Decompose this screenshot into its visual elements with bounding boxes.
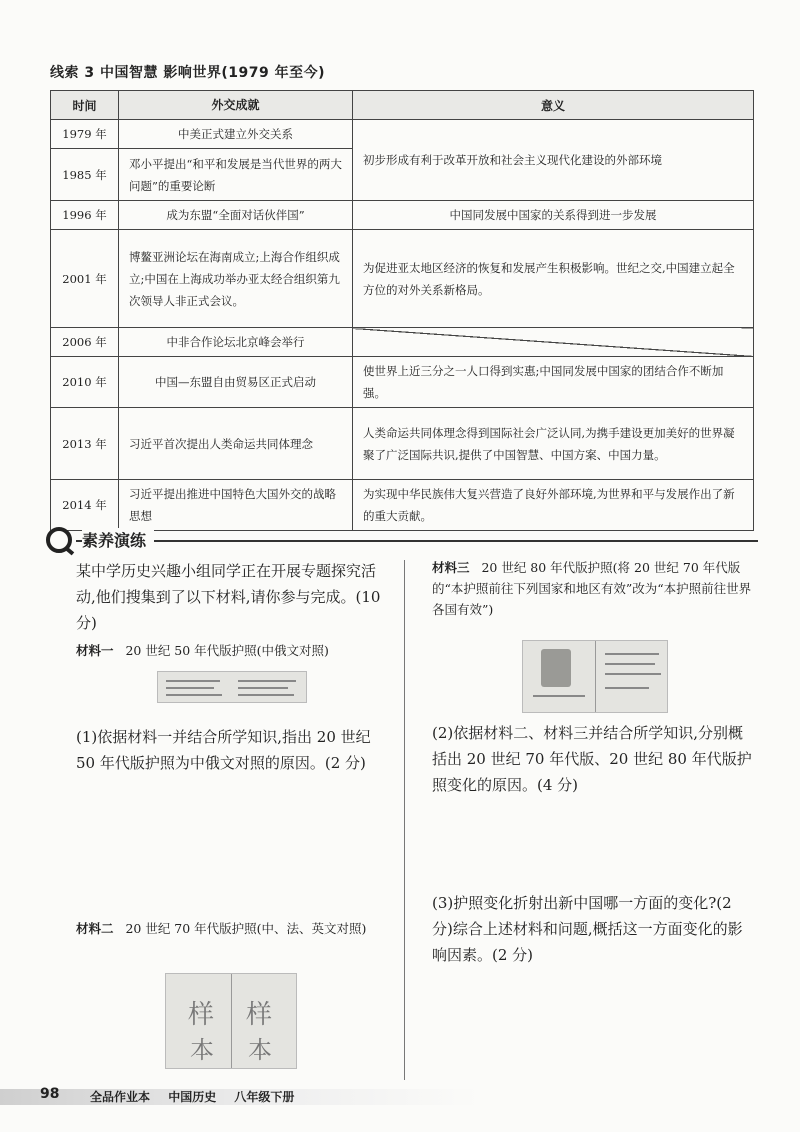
table-row	[51, 230, 754, 328]
empty-diagonal-cell	[353, 328, 754, 357]
diplomacy-table	[50, 90, 754, 531]
portrait-photo	[541, 649, 571, 687]
row-year: 1979 年	[51, 120, 119, 149]
page-footer	[0, 1085, 800, 1107]
row-year: 2013 年	[51, 408, 119, 480]
clue-title: 线索 3 中国智慧 影响世界(1979 年至今)	[50, 65, 325, 81]
table-header-row	[51, 91, 754, 120]
row-achievement: 习近平首次提出人类命运共同体理念	[119, 408, 353, 480]
row-achievement: 成为东盟“全面对话伙伴国”	[119, 201, 353, 230]
row-achievement: 邓小平提出“和平和发展是当代世界的两大问题”的重要论断	[119, 149, 353, 201]
table-row	[51, 201, 754, 230]
material2-caption: 20 世纪 70 年代版护照(中、法、英文对照)	[125, 921, 367, 936]
footer-book: 全品作业本	[90, 1090, 151, 1104]
row-year: 1985 年	[51, 149, 119, 201]
section-title: 素养演练	[82, 528, 154, 551]
table-row	[51, 328, 754, 357]
row-achievement: 习近平提出推进中国特色大国外交的战略思想	[119, 480, 353, 531]
question-1: (1)依据材料一并结合所学知识,指出 20 世纪 50 年代版护照为中俄文对照的原因。(2 分)	[76, 728, 371, 772]
header-achievement: 外交成就	[119, 91, 353, 120]
row-significance: 中国同发展中国家的关系得到进一步发展	[353, 201, 754, 230]
row-significance: 人类命运共同体理念得到国际社会广泛认同,为携手建设更加美好的世界凝聚了广泛国际共识,提供了中国智慧、中国方案、中国力量。	[353, 408, 754, 480]
row-significance: 为促进亚太地区经济的恢复和发展产生积极影响。世纪之交,中国建立起全方位的对外关系新格局。	[353, 230, 754, 328]
passport-1980s-image	[522, 640, 668, 713]
footer-subject: 中国历史	[168, 1090, 217, 1104]
table-row	[51, 120, 754, 149]
material1-label: 材料一	[76, 643, 114, 658]
row-year: 2001 年	[51, 230, 119, 328]
page-number: 98	[40, 1086, 60, 1102]
footer-book-info	[90, 1088, 308, 1105]
material1-caption: 20 世纪 50 年代版护照(中俄文对照)	[125, 643, 329, 658]
column-divider	[404, 560, 405, 1080]
row-significance: 为实现中华民族伟大复兴营造了良好外部环境,为世界和平与发展作出了新的重大贡献。	[353, 480, 754, 531]
intro-text: 某中学历史兴趣小组同学正在开展专题探究活动,他们搜集到了以下材料,请你参与完成。(10 分)	[76, 562, 381, 632]
table-row	[51, 480, 754, 531]
table-row	[51, 357, 754, 408]
table-row	[51, 408, 754, 480]
passport-1970s-image	[165, 973, 297, 1069]
material3-caption: 20 世纪 80 年代版护照(将 20 世纪 70 年代版的“本护照前往下列国家和地区有效”改为“本护照前往世界各国有效”)	[432, 560, 752, 617]
row-achievement: 中国—东盟自由贸易区正式启动	[119, 357, 353, 408]
passport-1950s-image	[157, 671, 307, 703]
row-year: 2006 年	[51, 328, 119, 357]
header-time: 时间	[51, 91, 119, 120]
specimen-stamp-right: 样	[246, 1000, 273, 1030]
row-year: 2010 年	[51, 357, 119, 408]
specimen-stamp-right-2: 本	[248, 1036, 272, 1064]
row-achievement: 中非合作论坛北京峰会举行	[119, 328, 353, 357]
material2	[76, 918, 394, 939]
magnifier-icon	[46, 527, 72, 553]
specimen-stamp-left: 样	[188, 1000, 215, 1030]
row-significance: 使世界上近三分之一人口得到实惠;中国同发展中国家的团结合作不断加强。	[353, 357, 754, 408]
specimen-stamp-left-2: 本	[190, 1036, 214, 1064]
material2-label: 材料二	[76, 921, 114, 936]
header-significance: 意义	[353, 91, 754, 120]
section-divider	[76, 540, 758, 542]
row-achievement: 中美正式建立外交关系	[119, 120, 353, 149]
row-year: 2014 年	[51, 480, 119, 531]
material1	[76, 640, 394, 661]
row-year: 1996 年	[51, 201, 119, 230]
row-achievement: 博鳌亚洲论坛在海南成立;上海合作组织成立;中国在上海成功举办亚太经合组织第九次领导人非正式会议。	[119, 230, 353, 328]
material3-label: 材料三	[432, 560, 470, 575]
question-3: (3)护照变化折射出新中国哪一方面的变化?(2 分)综合上述材料和问题,概括这一方面变化的影响因素。(2 分)	[432, 894, 743, 964]
section-header	[46, 530, 758, 552]
footer-grade: 八年级下册	[234, 1090, 295, 1104]
row-significance-merged: 初步形成有利于改革开放和社会主义现代化建设的外部环境	[353, 120, 754, 201]
material3	[432, 557, 752, 620]
question-2: (2)依据材料二、材料三并结合所学知识,分别概括出 20 世纪 70 年代版、20 世纪 80 年代版护照变化的原因。(4 分)	[432, 724, 752, 794]
